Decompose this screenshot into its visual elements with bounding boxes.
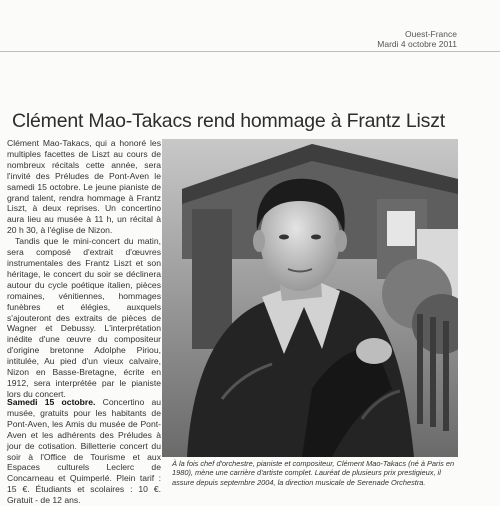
- photo-caption: À la fois chef d'orchestre, pianiste et compositeur, Clément Mao-Takacs (né à Paris en 1980), mène une carrière d'artiste complet. Lauréat de plusieurs prix prestigieux, il assure depuis septembre 2004, la direction musicale de Serenade Orchestra.: [172, 459, 455, 487]
- paragraph-intro: Clément Mao-Takacs, qui a honoré les multiples facettes de Liszt au cours de nombreux récitals cette année, sera l'invité des Préludes de Pont-Aven le samedi 15 octobre. Le jeune pianiste de grand talent, rendra hommage à Frantz Liszt, à deux reprises. Un concertino aura lieu au musée à 11 h, un récital à 20 h 30, à l'église de Nizon.: [7, 138, 161, 236]
- info-date: Samedi 15 octobre.: [7, 397, 96, 407]
- portrait-photo: [162, 139, 458, 457]
- article-headline: Clément Mao-Takacs rend hommage à Frantz Liszt: [12, 110, 445, 132]
- masthead: [377, 29, 457, 49]
- newspaper-name: Ouest-France: [405, 29, 457, 39]
- publication-date: Mardi 4 octobre 2011: [377, 39, 457, 49]
- practical-info: [7, 397, 161, 506]
- info-text: Concertino au musée, gratuits pour les habitants de Pont-Aven, les Amis du musée de Pont-Aven et les adhérents des Préludes à jour de cotisation. Billetterie concert du soir à l'Office de Tourisme et aux Espaces culturels Leclerc de Concarneau et Quimperlé. Plein tarif : 15 €. Étudiants et scolaires : 10 €. Gratuit - de 12 ans.: [7, 397, 161, 506]
- header-rule: [0, 51, 500, 52]
- paragraph-program: Tandis que le mini-concert du matin, sera composé d'extrait d'œuvres instrumentales des Frantz Liszt et son héritage, le concert du soir se déclinera autour du cycle poétique italien, pièces romaines, vénitiennes, hommages funèbres et élégies, auxquels s'ajouteront des extraits de pièces de Wagner et Debussy. L'interprétation inédite d'une œuvre du compositeur d'origine bretonne Adolphe Piriou, intitulée, Au pied d'un vieux calvaire, Nizon en Basse-Bretagne, écrite en 1912, sera interprétée par le pianiste lors du concert.: [7, 236, 161, 399]
- article-body: [7, 138, 161, 400]
